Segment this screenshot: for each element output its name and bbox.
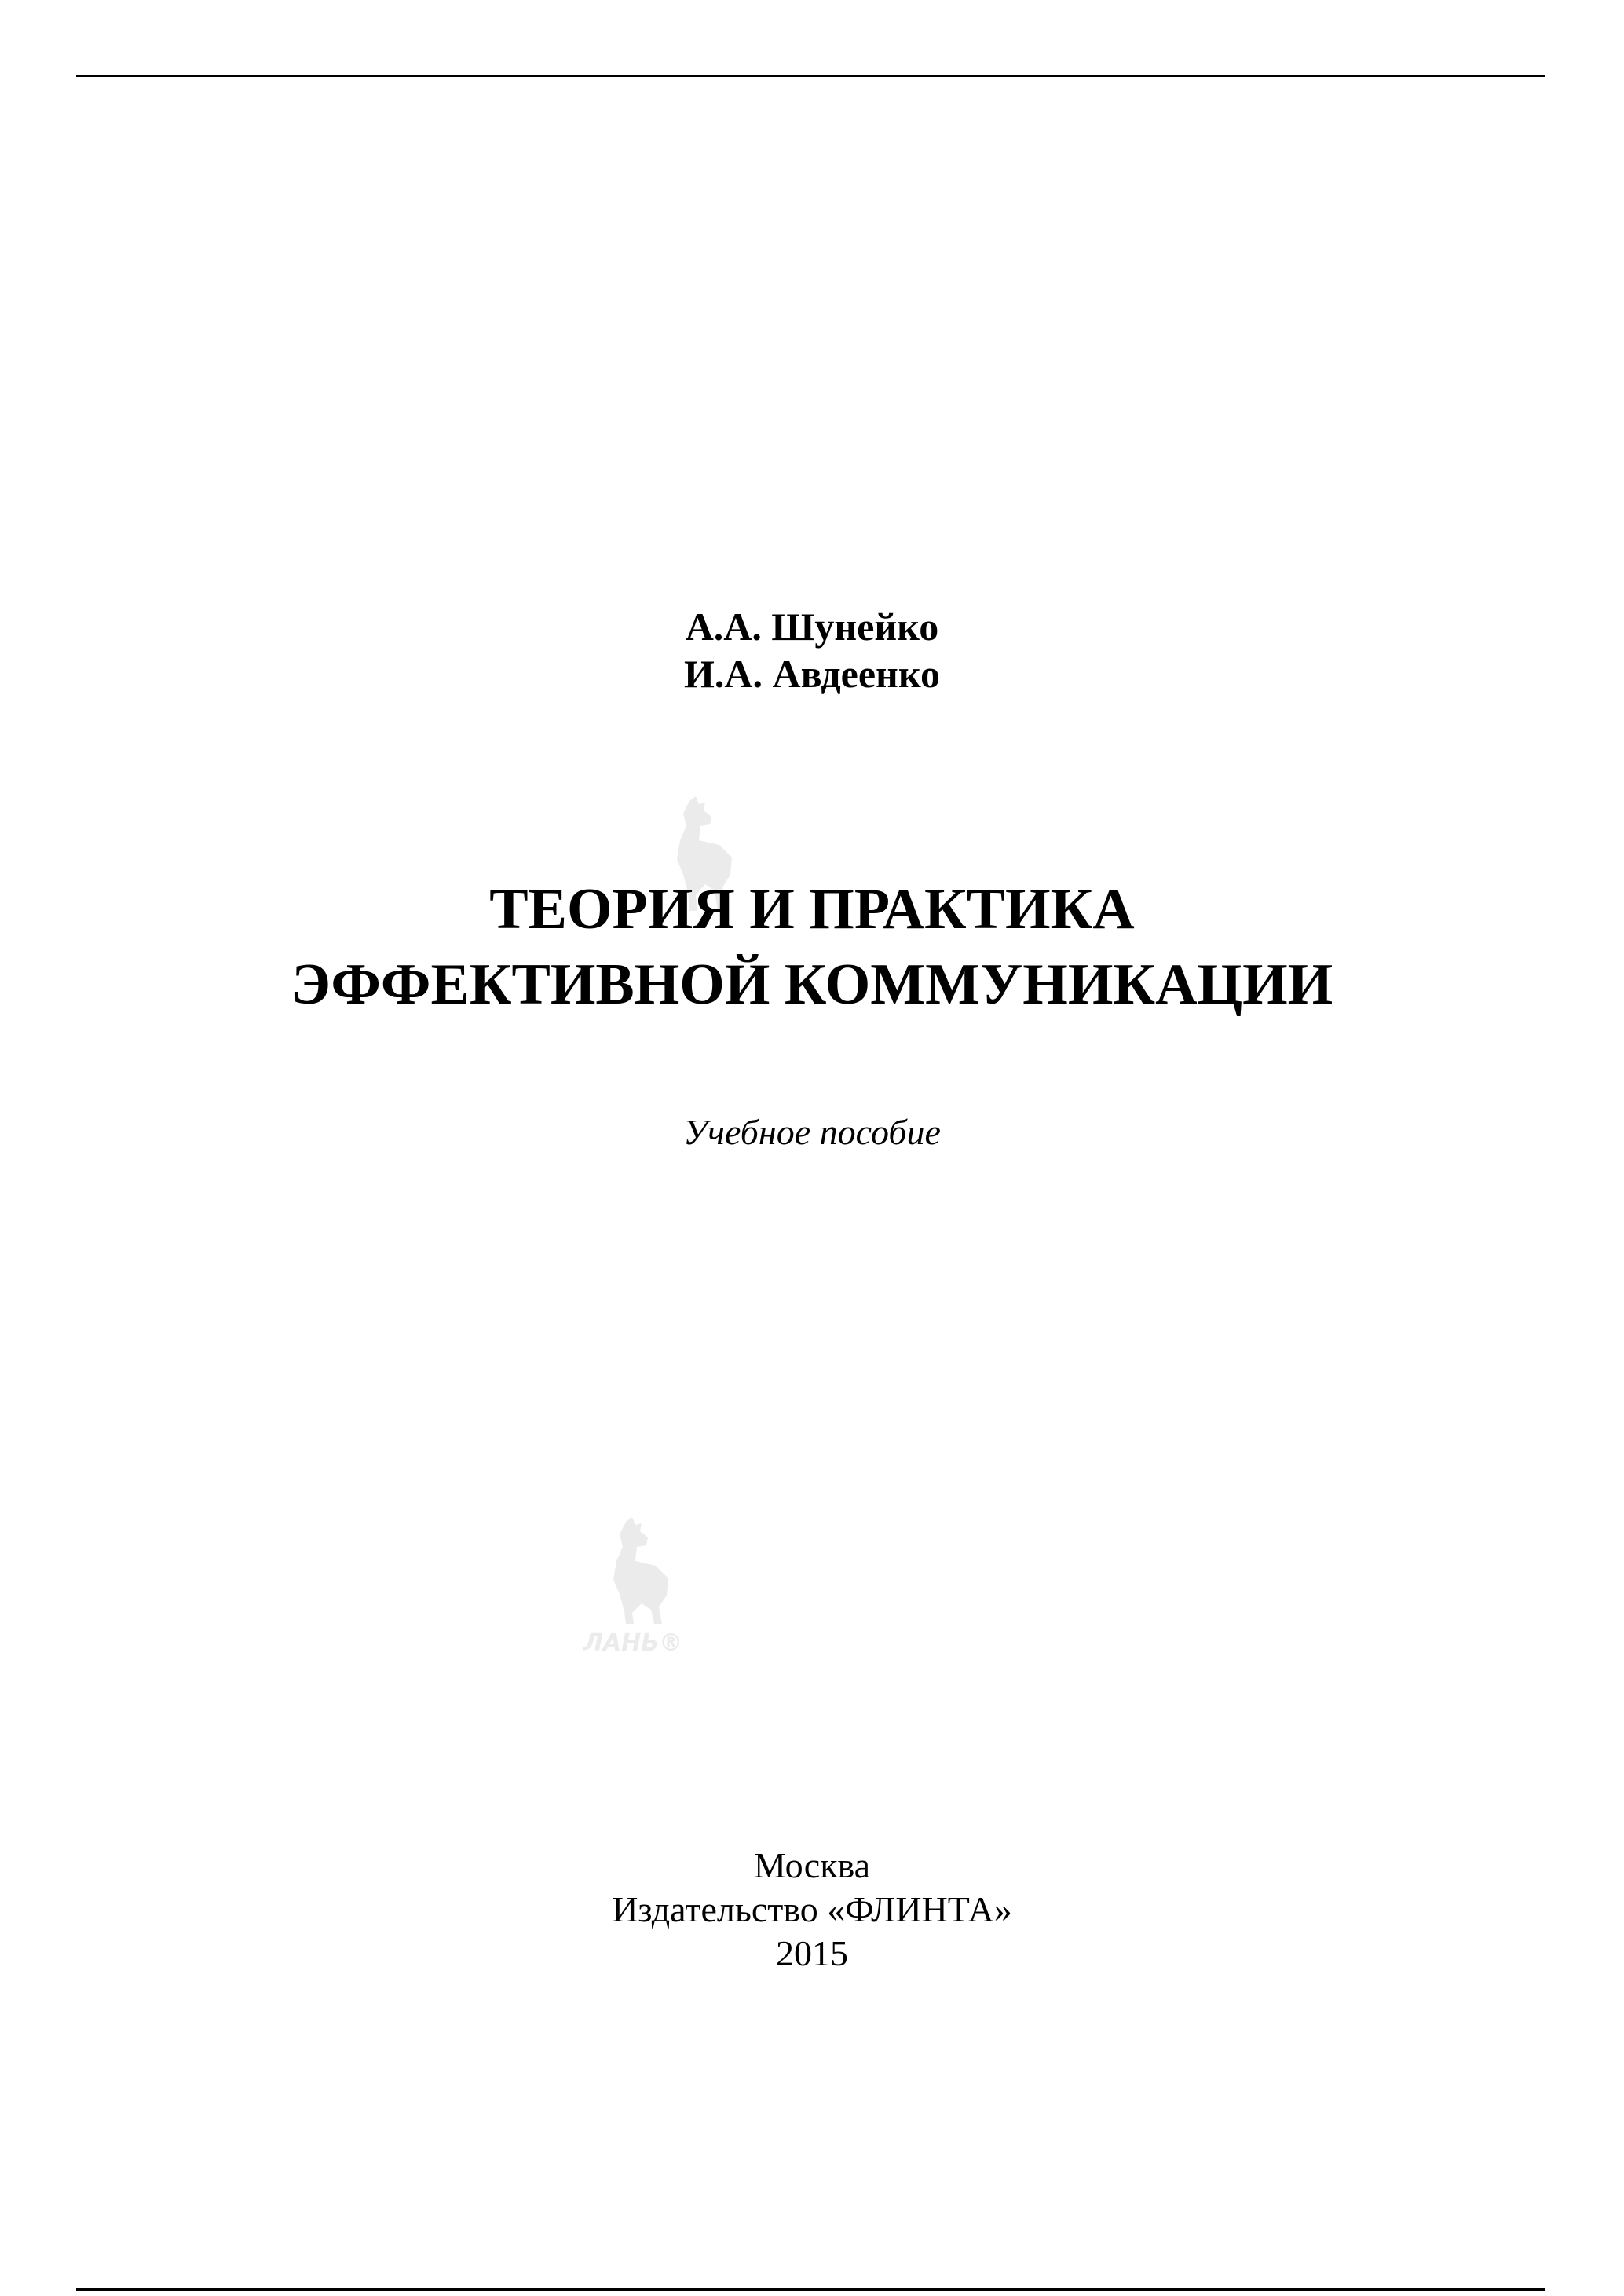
title-line-2: ЭФФЕКТИВНОЙ КОММУНИКАЦИИ <box>291 952 1333 1017</box>
bottom-rule <box>76 2288 1545 2291</box>
top-rule <box>76 75 1545 77</box>
title-line-1: ТЕОРИЯ И ПРАКТИКА <box>489 877 1135 941</box>
book-subtitle: Учебное пособие <box>683 1112 941 1152</box>
watermark-logo <box>577 1515 695 1657</box>
deer-logo-icon <box>613 1517 668 1624</box>
author-2: И.А. Авдеенко <box>683 652 940 696</box>
imprint-city: Москва <box>753 1845 871 1885</box>
authors <box>0 603 1624 697</box>
imprint <box>0 1844 1624 1976</box>
imprint-year: 2015 <box>776 1933 848 1973</box>
watermark-text: ЛАНЬ® <box>583 1629 683 1657</box>
author-1: А.А. Шунейко <box>685 605 939 649</box>
imprint-publisher: Издательство «ФЛИНТА» <box>612 1889 1012 1929</box>
book-title <box>0 872 1624 1022</box>
